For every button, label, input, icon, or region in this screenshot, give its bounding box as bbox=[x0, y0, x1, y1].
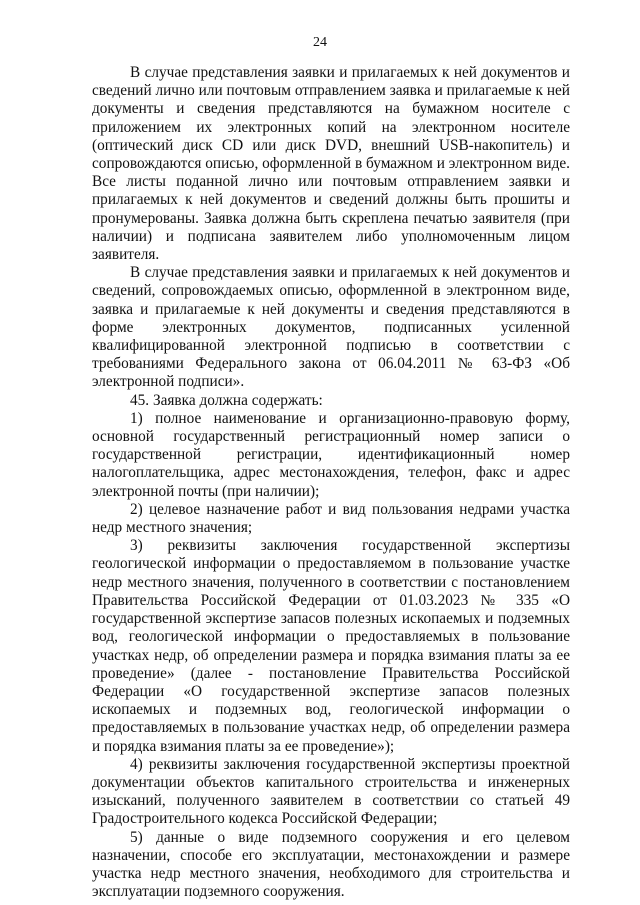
list-item-4: 4) реквизиты заключения государственной экспертизы проектной документации объектов капитального строительства и инженерных изысканий, полученного заявителем в соответствии со статьей 49 Градостроительного кодекса Российской Федерации; bbox=[92, 755, 570, 828]
paragraph-submission-paper: В случае представления заявки и прилагаемых к ней документов и сведений лично или почтовым отправлением заявка и прилагаемые к ней документы и сведения представляются на бумажном носителе с приложением их электронных копий на электронном носителе (оптический диск CD или диск DVD, внешний USB-накопитель) и сопровождаются описью, оформленной в бумажном и электронном виде. Все листы поданной лично или почтовым отправлением заявки и прилагаемых к ней документов и сведений должны быть прошиты и пронумерованы. Заявка должна быть скреплена печатью заявителя (при наличии) и подписана заявителем либо уполномоченным лицом заявителя. bbox=[92, 64, 570, 264]
paragraph-item-45-heading: 45. Заявка должна содержать: bbox=[130, 391, 323, 409]
list-item-3: 3) реквизиты заключения государственной экспертизы геологической информации о предоставляемом в пользование участке недр местного значения, полученного в соответствии с постановлением Правительства Российской Федерации от 01.03.2023 № 335 «О государственной экспертизе запасов полезных ископаемых и подземных вод, геологической информации о предоставляемых в пользование участках недр, об определении размера и порядка взимания платы за ее проведение» (далее - постановление Правительства Российской Федерации «О государственной экспертизе запасов полезных ископаемых и подземных вод, геологической информации о предоставляемых в пользование участках недр, об определении размера и порядка взимания платы за ее проведение»); bbox=[92, 537, 570, 755]
paragraph-submission-electronic: В случае представления заявки и прилагаемых к ней документов и сведений, сопровождаемых описью, оформленной в электронном виде, заявка и прилагаемые к ней документы и сведения представляются в форме электронных документов, подписанных усиленной квалифицированной электронной подписью в соответствии с требованиями Федерального закона от 06.04.2011 № 63-ФЗ «Об электронной подписи». bbox=[92, 264, 570, 391]
document-body bbox=[92, 64, 570, 901]
list-item-5: 5) данные о виде подземного сооружения и его целевом назначении, способе его эксплуатации, местонахождении и размере участка недр местного значения, необходимого для строительства и эксплуатации подземного сооружения. bbox=[92, 828, 570, 901]
page-number: 24 bbox=[313, 35, 327, 50]
list-item-2: 2) целевое назначение работ и вид пользования недрами участка недр местного значения; bbox=[92, 500, 570, 537]
list-item-1: 1) полное наименование и организационно-правовую форму, основной государственный регистрационный номер записи о государственной регистрации, идентификационный номер налогоплательщика, адрес местонахождения, телефон, факс и адрес электронной почты (при наличии); bbox=[92, 409, 570, 500]
